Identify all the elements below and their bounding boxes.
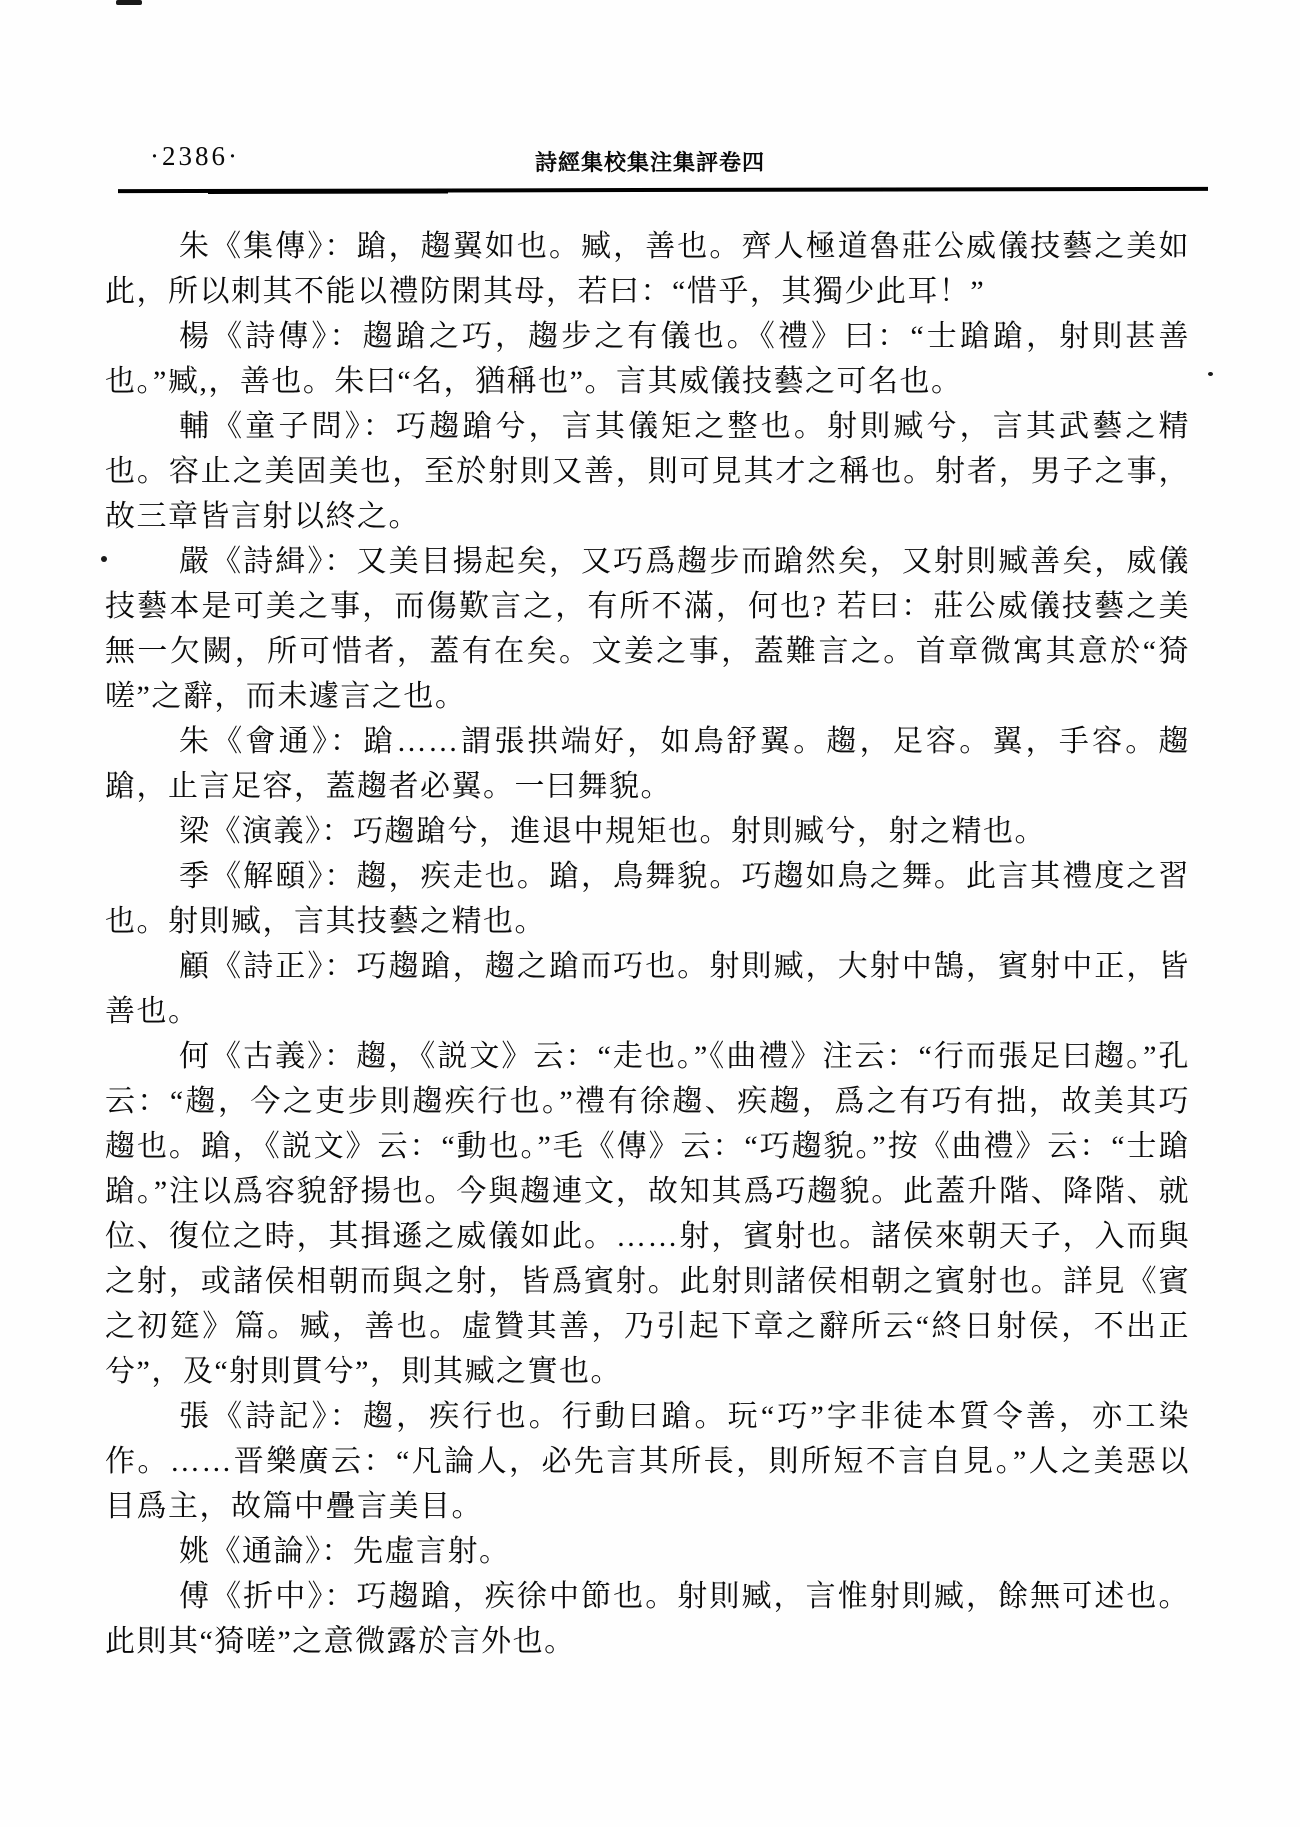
scan-speck xyxy=(1208,372,1213,376)
commentary-paragraph-yan-shiji: 嚴《詩緝》：又美目揚起矣，又巧爲趨步而蹌然矣，又射則臧善矣，威儀技藝本是可美之事，而傷歎言之，有所不滿，何也? 若曰：莊公威儀技藝之美無一欠闕，所可惜者，蓋有在矣。文姜之事，蓋難言之。首章微寓其意於“猗嗟”之辭，而未遽言之也。 xyxy=(105,545,1190,713)
commentary-paragraph-yao-tonglun: 姚《通論》：先虛言射。 xyxy=(179,1535,511,1568)
page-number: ·2386· xyxy=(150,141,240,171)
commentary-paragraph-yang-shizhuan: 楊《詩傳》：趨蹌之巧，趨步之有儀也。《禮》曰：“士蹌蹌，射則甚善也。”臧,，善也。朱曰“名，猶稱也”。言其威儀技藝之可名也。 xyxy=(105,320,1190,398)
commentary-paragraph-zhang-shiji: 張《詩記》：趨，疾行也。行動曰蹌。玩“巧”字非徒本質令善，亦工染作。……晋樂廣云：“凡論人，必先言其所長，則所短不言自見。”人之美惡以目爲主，故篇中疊言美目。 xyxy=(105,1400,1190,1523)
header-divider-rule xyxy=(118,187,1208,193)
commentary-paragraph-he-guyi: 何《古義》：趨，《説文》云：“走也。”《曲禮》注云：“行而張足曰趨。”孔云：“趨，今之吏步則趨疾行也。”禮有徐趨、疾趨，爲之有巧有拙，故美其巧趨也。蹌，《説文》云：“動也。”毛《傳》云：“巧趨貌。”按《曲禮》云：“士蹌蹌。”注以爲容貌舒揚也。今與趨連文，故知其爲巧趨貌。此蓋升階、降階、就位、復位之時，其揖遜之威儀如此。……射，賓射也。諸侯來朝天子，入而與之射，或諸侯相朝而與之射，皆爲賓射。此射則諸侯相朝之賓射也。詳見《賓之初筵》篇。臧，善也。虛贊其善，乃引起下章之辭所云“終日射侯，不出正兮”，及“射則貫兮”，則其臧之實也。 xyxy=(105,1040,1190,1388)
commentary-paragraph-gu-shizheng: 顧《詩正》：巧趨蹌，趨之蹌而巧也。射則臧，大射中鵠，賓射中正，皆善也。 xyxy=(105,950,1190,1028)
scan-speck xyxy=(116,0,142,5)
commentary-paragraph-liang-yanyi: 梁《演義》：巧趨蹌兮，進退中規矩也。射則臧兮，射之精也。 xyxy=(179,815,1046,848)
commentary-paragraph-fu-zhezhong: 傅《折中》：巧趨蹌，疾徐中節也。射則臧，言惟射則臧，餘無可述也。此則其“猗嗟”之意微露於言外也。 xyxy=(105,1580,1190,1658)
scan-speck xyxy=(101,556,107,562)
running-title: 詩經集校集注集評卷四 xyxy=(534,150,765,175)
commentary-paragraph-zhu-jizhuan: 朱《集傳》：蹌，趨翼如也。臧，善也。齊人極道魯莊公威儀技藝之美如此，所以刺其不能以禮防閑其母，若曰：“惜乎，其獨少此耳！” xyxy=(105,230,1190,308)
commentary-paragraph-fu-tongziwen: 輔《童子問》：巧趨蹌兮，言其儀矩之整也。射則臧兮，言其武藝之精也。容止之美固美也，至於射則又善，則可見其才之稱也。射者，男子之事，故三章皆言射以終之。 xyxy=(105,410,1190,533)
commentary-paragraph-zhu-huitong: 朱《會通》：蹌……謂張拱端好，如鳥舒翼。趨，足容。翼，手容。趨蹌，止言足容，蓋趨者必翼。一曰舞貌。 xyxy=(105,725,1190,803)
commentary-paragraph-ji-jieyi: 季《解頤》：趨，疾走也。蹌，鳥舞貌。巧趨如鳥之舞。此言其禮度之習也。射則臧，言其技藝之精也。 xyxy=(105,860,1190,938)
commentary-text-block xyxy=(105,224,1190,1664)
